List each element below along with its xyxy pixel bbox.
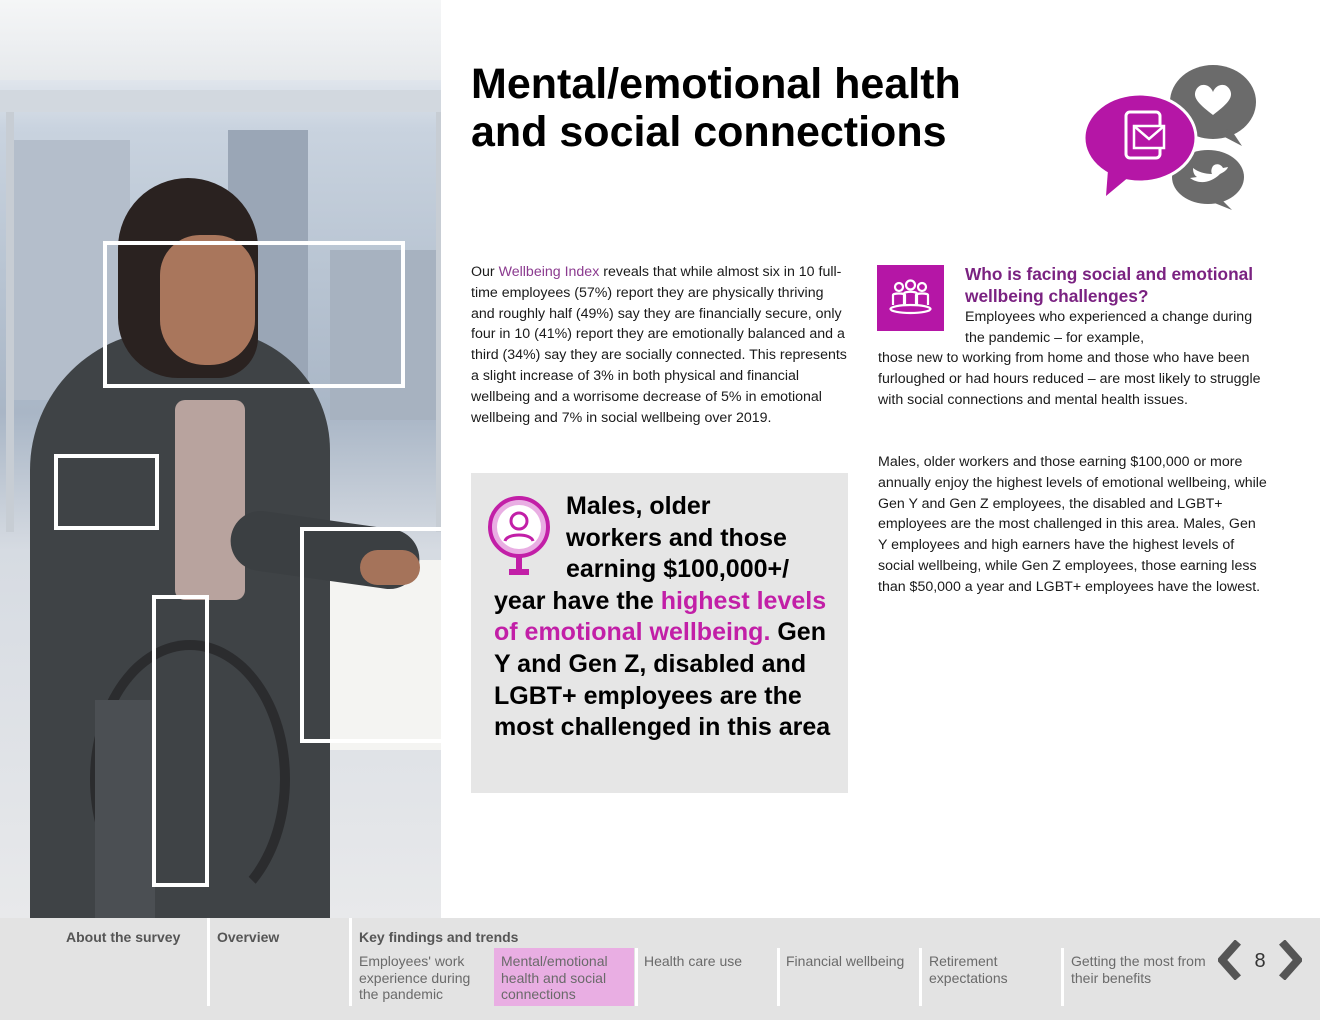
intro-prefix: Our <box>471 264 499 280</box>
nav-item-retirement[interactable]: Retirement expectations <box>929 953 1008 986</box>
callout-text <box>494 491 839 744</box>
photo-window-beam <box>0 90 441 112</box>
page-title-line1: Mental/emotional health <box>471 60 961 108</box>
callout-line1: Males, older <box>566 492 711 520</box>
hero-photo <box>0 0 441 918</box>
page-title-line2: and social connections <box>471 108 947 156</box>
photo-window-mullion <box>6 112 14 532</box>
social-bubbles-icon <box>1080 62 1260 212</box>
chevron-right-icon[interactable] <box>1282 942 1298 978</box>
callout-part4: year have the <box>494 586 661 615</box>
chevron-left-icon[interactable] <box>1222 942 1238 978</box>
people-group-icon <box>877 265 944 331</box>
challenges-paragraph-start: Employees who experienced a change during the pandemic – for example, <box>965 309 1253 346</box>
nav-item-benefits[interactable]: Getting the most from their benefits <box>1071 953 1206 986</box>
callout-line2: workers and those <box>566 523 787 552</box>
callout-rest: Gen Y and Gen Z, disabled and LGBT+ employees are the most challenged in this area <box>494 618 831 742</box>
nav-key-findings[interactable]: Key findings and trends <box>359 929 519 945</box>
wellbeing-groups-paragraph: Males, older workers and those earning $100,000 or more annually enjoy the highest levels of emotional wellbeing, while Gen Y and Gen Z employees, the disabled and LGBT+ employees are the most challenged in this area. Males, Gen Y employees and high earners have the highest levels of social wellbeing, while Gen Z employees, those earning less than $50,000 a year and LGBT+ employees have the lowest. <box>878 454 1267 595</box>
footer-nav <box>0 918 1320 1020</box>
photo-frame-overlay <box>152 595 209 887</box>
intro-paragraph <box>471 262 851 428</box>
photo-frame-overlay <box>103 241 405 388</box>
nav-about-survey[interactable]: About the survey <box>66 929 181 945</box>
photo-window-mullion <box>436 112 441 532</box>
photo-frame-overlay <box>54 454 159 530</box>
intro-text: reveals that while almost six in 10 full-time employees (57%) report they are physically thriving and roughly half (49%) say they are financially secure, only four in 10 (41%) report they are emotionally balanced and a third (34%) say they are socially connected. This represents a slight increase of 3% in both physical and financial wellbeing and a worrisome decrease of 5% in emotional wellbeing and 7% in social wellbeing over 2019. <box>471 264 847 426</box>
page-number: 8 <box>1254 950 1266 972</box>
nav-item-mental-health[interactable]: Mental/emotional health and social connections <box>494 948 634 1006</box>
callout-line3: earning $100,000+/ <box>566 555 790 584</box>
photo-person-shirt <box>175 400 245 600</box>
challenges-heading: Who is facing social and emotional wellbeing challenges? <box>965 264 1254 306</box>
page-title <box>471 60 1031 156</box>
wellbeing-index-link[interactable]: Wellbeing Index <box>498 264 600 280</box>
photo-monitor <box>95 700 155 918</box>
callout-box <box>471 473 848 793</box>
challenges-paragraph-rest: those new to working from home and those who have been furloughed or had hours reduced – are most likely to struggle with social connections and mental health issues. <box>878 350 1261 408</box>
photo-ceiling <box>0 0 441 80</box>
nav-item-financial[interactable]: Financial wellbeing <box>786 953 905 969</box>
photo-frame-overlay <box>300 527 441 743</box>
nav-divider <box>207 918 210 1006</box>
nav-item-work-experience[interactable]: Employees' work experience during the pandemic <box>359 953 471 1003</box>
nav-overview[interactable]: Overview <box>217 929 280 945</box>
callout-highlight: highest levels of emotional wellbeing. <box>494 586 827 647</box>
nav-item-health-care[interactable]: Health care use <box>644 953 743 969</box>
